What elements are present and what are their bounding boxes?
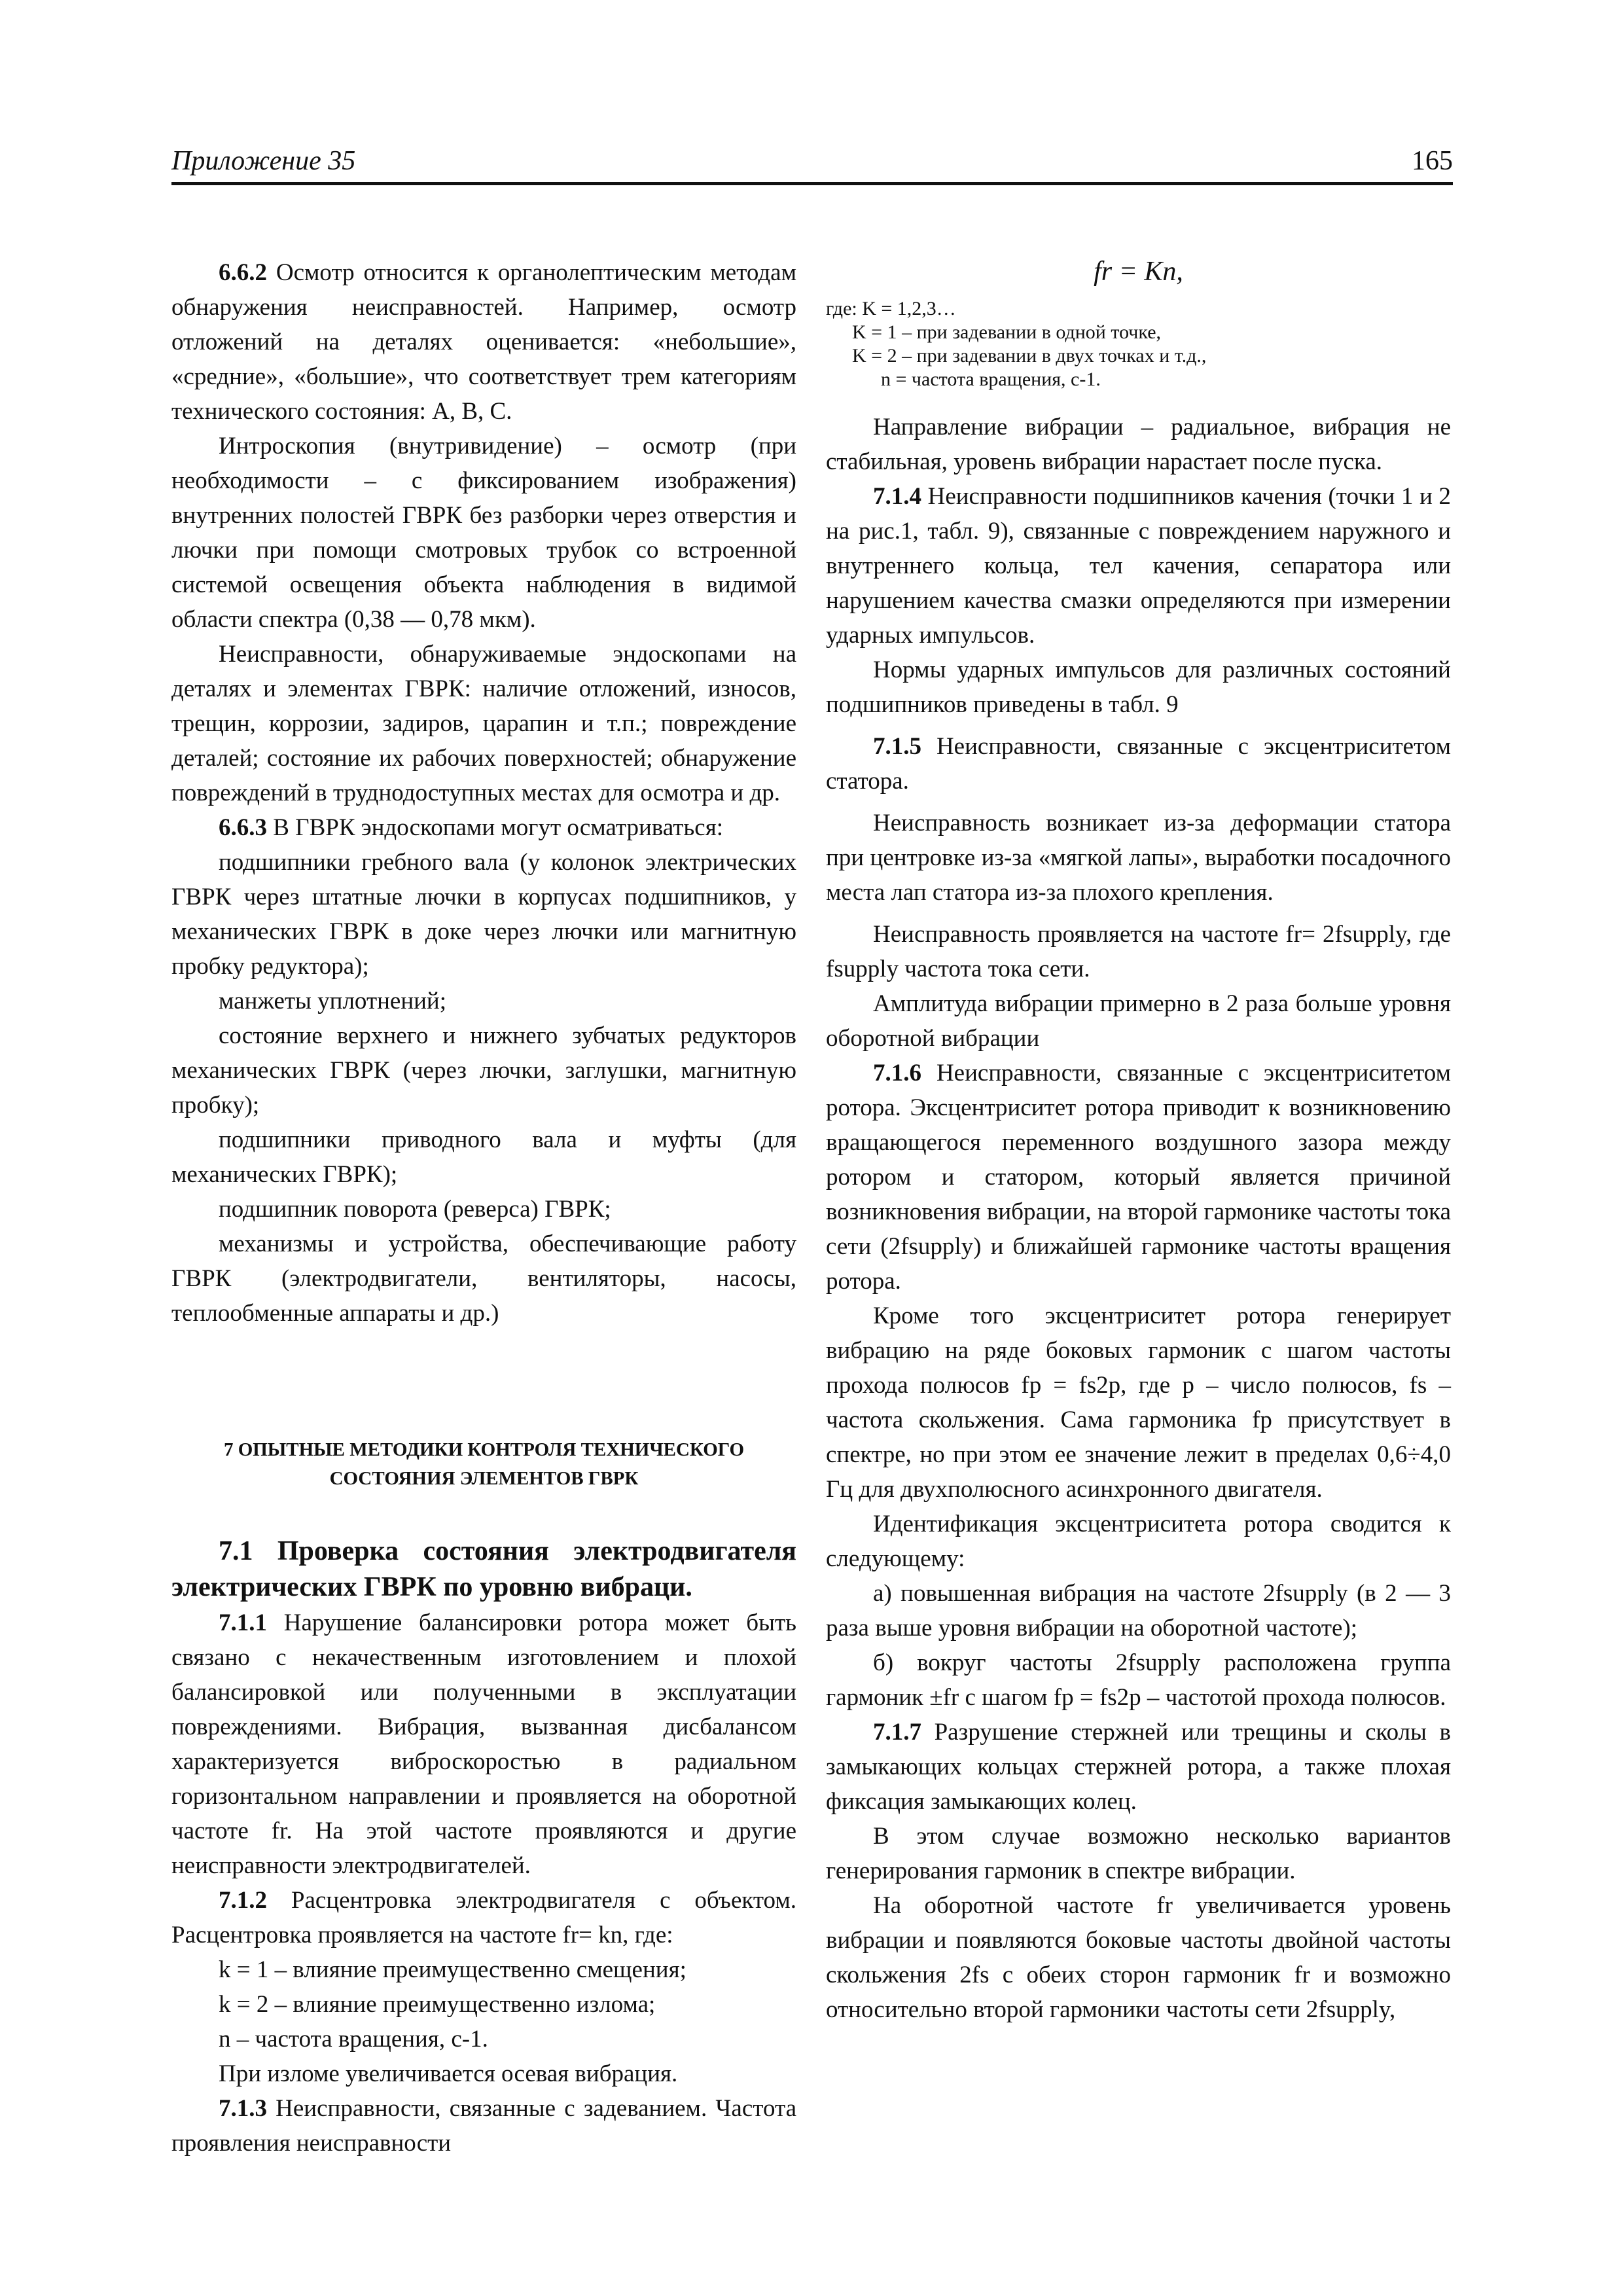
paragraph-defects: Неисправности, обнаруживаемые эндоскопами на деталях и элементах ГВРК: наличие отложений, износов, трещин, коррозии, задиров, царапин и т.п.; повреждение деталей; состояние их рабочих поверхностей; обнаружение повреждений в труднодоступных местах для осмотра и др.: [171, 641, 796, 806]
paragraph-item-b: б) вокруг частоты 2fsupply расположена группа гармоник ±fr с шагом fp = fs2p – частотой прохода полюсов.: [826, 1649, 1451, 1711]
list-item: подшипники гребного вала (у колонок электрических ГВРК через штатные лючки в корпусах подшипников, у механических ГВРК в доке через лючки или магнитную пробку редуктора);: [171, 849, 796, 980]
clause-number: 7.1.6: [873, 1060, 921, 1086]
paragraph-manifest: Неисправность проявляется на частоте fr= 2fsupply, где fsupply частота тока сети.: [826, 921, 1451, 982]
list-item: подшипники приводного вала и муфты (для механических ГВРК);: [171, 1126, 796, 1188]
paragraph-final: На оборотной частоте fr увеличивается уровень вибрации и появляются боковые частоты двойной частоты скольжения 2fs с обеих сторон гармоник fr и возможно относительно второй гармоники частоты сети 2fsupply,: [826, 1892, 1451, 2023]
subsection-heading: 7.1 Проверка состояния электродвигателя электрических ГВРК по уровню вибраци.: [171, 1536, 796, 1602]
paragraph-7-1-5: 7.1.5 Неисправности, связанные с эксцентриситетом статора.: [826, 733, 1451, 795]
paragraph-7-1-6: 7.1.6 Неисправности, связанные с эксцентриситетом ротора. Эксцентриситет ротора приводит к возникновению вращающегося переменного воздушного зазора между ротором и статором, который является причиной возникновения вибрации, на второй гармонике частоты тока сети (2fsupply) и ближайшей гармонике частоты вращения ротора.: [826, 1060, 1451, 1295]
clause-number: 7.1.7: [873, 1719, 921, 1746]
paragraph-7-1-2: 7.1.2 Расцентровка электродвигателя с объектом. Расцентровка проявляется на частоте fr= kn, где:: [171, 1887, 796, 1948]
paragraph-norms: Нормы ударных импульсов для различных состояний подшипников приведены в табл. 9: [826, 656, 1451, 718]
paragraph-stator: Неисправность возникает из-за деформации статора при центровке из-за «мягкой лапы», выработки посадочного места лап статора из-за плохого крепления.: [826, 810, 1451, 906]
paragraph-7-1-1: 7.1.1 Нарушение балансировки ротора может быть связано с некачественным изготовлением и плохой балансировкой или полученными в эксплуатации повреждениями. Вибрация, вызванная дисбалансом характеризуется виброскоростью в радиальном горизонтальном направлении и проявляется на оборотной частоте fr. На этой частоте проявляются и другие неисправности электродвигателей.: [171, 1609, 796, 1879]
paragraph-7-1-4: 7.1.4 Неисправности подшипников качения (точки 1 и 2 на рис.1, табл. 9), связанные с повреждением наружного и внутреннего кольца, тел качения, сепаратора или нарушением качества смазки определяются при измерении ударных импульсов.: [826, 483, 1451, 649]
clause-number: 7.1.2: [219, 1887, 267, 1914]
list-item: манжеты уплотнений;: [219, 988, 447, 1014]
paragraph-amplitude: Амплитуда вибрации примерно в 2 раза больше уровня оборотной вибрации: [826, 990, 1451, 1052]
clause-number: 7.1.1: [219, 1609, 267, 1636]
paragraph-introscopy: Интроскопия (внутривидение) – осмотр (при необходимости – с фиксированием изображения) внутренних полостей ГВРК без разборки через отверстия и лючки при помощи смотровых трубок со встроенной системой освещения объекта наблюдения в видимой области спектра (0,38 — 0,78 мкм).: [171, 433, 796, 633]
page-number: 165: [1412, 146, 1453, 176]
clause-number: 7.1.3: [219, 2095, 267, 2122]
paragraph-besides: Кроме того эксцентриситет ротора генерирует вибрацию на ряде боковых гармоник с шагом частоты прохода полюсов fp = fs2p, где p – число полюсов, fs – частота скольжения. Сама гармоника fp присутствует в спектре, но при этом ее значение лежит в пределах 0,6÷4,0 Гц для двухполюсного асинхронного двигателя.: [826, 1302, 1451, 1503]
formula-legend: [826, 297, 1451, 391]
running-title: Приложение 35: [171, 146, 356, 176]
legend-line: K = 2 – при задевании в двух точках и т.д.,: [852, 345, 1207, 367]
legend-line: где: K = 1,2,3…: [826, 298, 956, 319]
paragraph-variants: В этом случае возможно несколько вариантов генерирования гармоник в спектре вибрации.: [826, 1823, 1451, 1884]
paragraph-6-6-2: 6.6.2 Осмотр относится к органолептическим методам обнаружения неисправностей. Например, осмотр отложений на деталях оценивается: «небольшие», «средние», «большие», что соответствует трем категориям технического состояния: А, В, С.: [171, 259, 796, 425]
right-column: [826, 255, 1451, 2027]
clause-number: 6.6.2: [219, 259, 267, 286]
clause-number: 6.6.3: [219, 814, 267, 841]
list-item: подшипник поворота (реверса) ГВРК;: [219, 1196, 611, 1223]
paragraph-identification: Идентификация эксцентриситета ротора сводится к следующему:: [826, 1511, 1451, 1572]
clause-number: 7.1.4: [873, 483, 921, 510]
definition-k1: k = 1 – влияние преимущественно смещения;: [219, 1956, 687, 1983]
paragraph-bend: При изломе увеличивается осевая вибрация.: [219, 2060, 678, 2087]
section-heading: 7 ОПЫТНЫЕ МЕТОДИКИ КОНТРОЛЯ ТЕХНИЧЕСКОГО СОСТОЯНИЯ ЭЛЕМЕНТОВ ГВРК: [223, 1439, 745, 1489]
definition-n: n – частота вращения, с-1.: [219, 2026, 488, 2053]
legend-line: K = 1 – при задевании в одной точке,: [852, 321, 1162, 343]
clause-number: 7.1.5: [873, 733, 921, 760]
left-column: [171, 255, 796, 2161]
paragraph-item-a: а) повышенная вибрация на частоте 2fsupply (в 2 — 3 раза выше уровня вибрации на оборотной частоте);: [826, 1580, 1451, 1641]
list-item: механизмы и устройства, обеспечивающие работу ГВРК (электродвигатели, вентиляторы, насосы, теплообменные аппараты и др.): [171, 1230, 796, 1327]
page-header: [171, 145, 1453, 185]
paragraph-6-6-3: 6.6.3 В ГВРК эндоскопами могут осматриваться:: [219, 814, 724, 841]
list-item: состояние верхнего и нижнего зубчатых редукторов механических ГВРК (через лючки, заглушки, магнитную пробку);: [171, 1022, 796, 1119]
formula: fr = Kn,: [1094, 257, 1183, 287]
paragraph-7-1-3: 7.1.3 Неисправности, связанные с задеванием. Частота проявления неисправности: [171, 2095, 796, 2157]
paragraph-7-1-7: 7.1.7 Разрушение стержней или трещины и сколы в замыкающих кольцах стержней ротора, а также плохая фиксация замыкающих колец.: [826, 1719, 1451, 1815]
legend-line: n = частота вращения, с-1.: [881, 368, 1101, 390]
definition-k2: k = 2 – влияние преимущественно излома;: [219, 1991, 656, 2018]
paragraph-direction: Направление вибрации – радиальное, вибрация не стабильная, уровень вибрации нарастает после пуска.: [826, 414, 1451, 475]
